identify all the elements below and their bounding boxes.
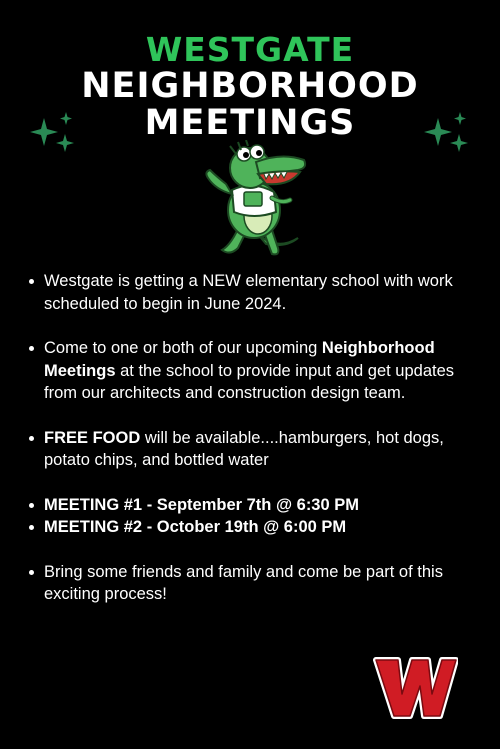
title-meetings: MEETINGS <box>144 103 356 143</box>
sparkles-icon <box>424 112 470 156</box>
info-bullet-list <box>28 270 490 606</box>
title-westgate: WESTGATE <box>145 30 355 69</box>
list-item: Bring some friends and family and come be part of this exciting process! <box>28 561 490 606</box>
list-item: Westgate is getting a NEW elementary school with work scheduled to begin in June 2024. <box>28 270 490 315</box>
list-item: Come to one or both of our upcoming Neighborhood Meetings at the school to provide input and get updates from our architects and construction design team. <box>28 337 490 405</box>
w-logo <box>372 650 458 722</box>
meeting-2-item: MEETING #2 - October 19th @ 6:00 PM <box>28 516 490 539</box>
list-item: FREE FOOD will be available....hamburgers, hot dogs, potato chips, and bottled water <box>28 427 490 472</box>
sparkles-icon <box>30 112 76 156</box>
title-neighborhood: NEIGHBORHOOD <box>81 66 419 106</box>
alligator-mascot <box>186 140 316 265</box>
meeting-1-item: MEETING #1 - September 7th @ 6:30 PM <box>28 494 490 517</box>
